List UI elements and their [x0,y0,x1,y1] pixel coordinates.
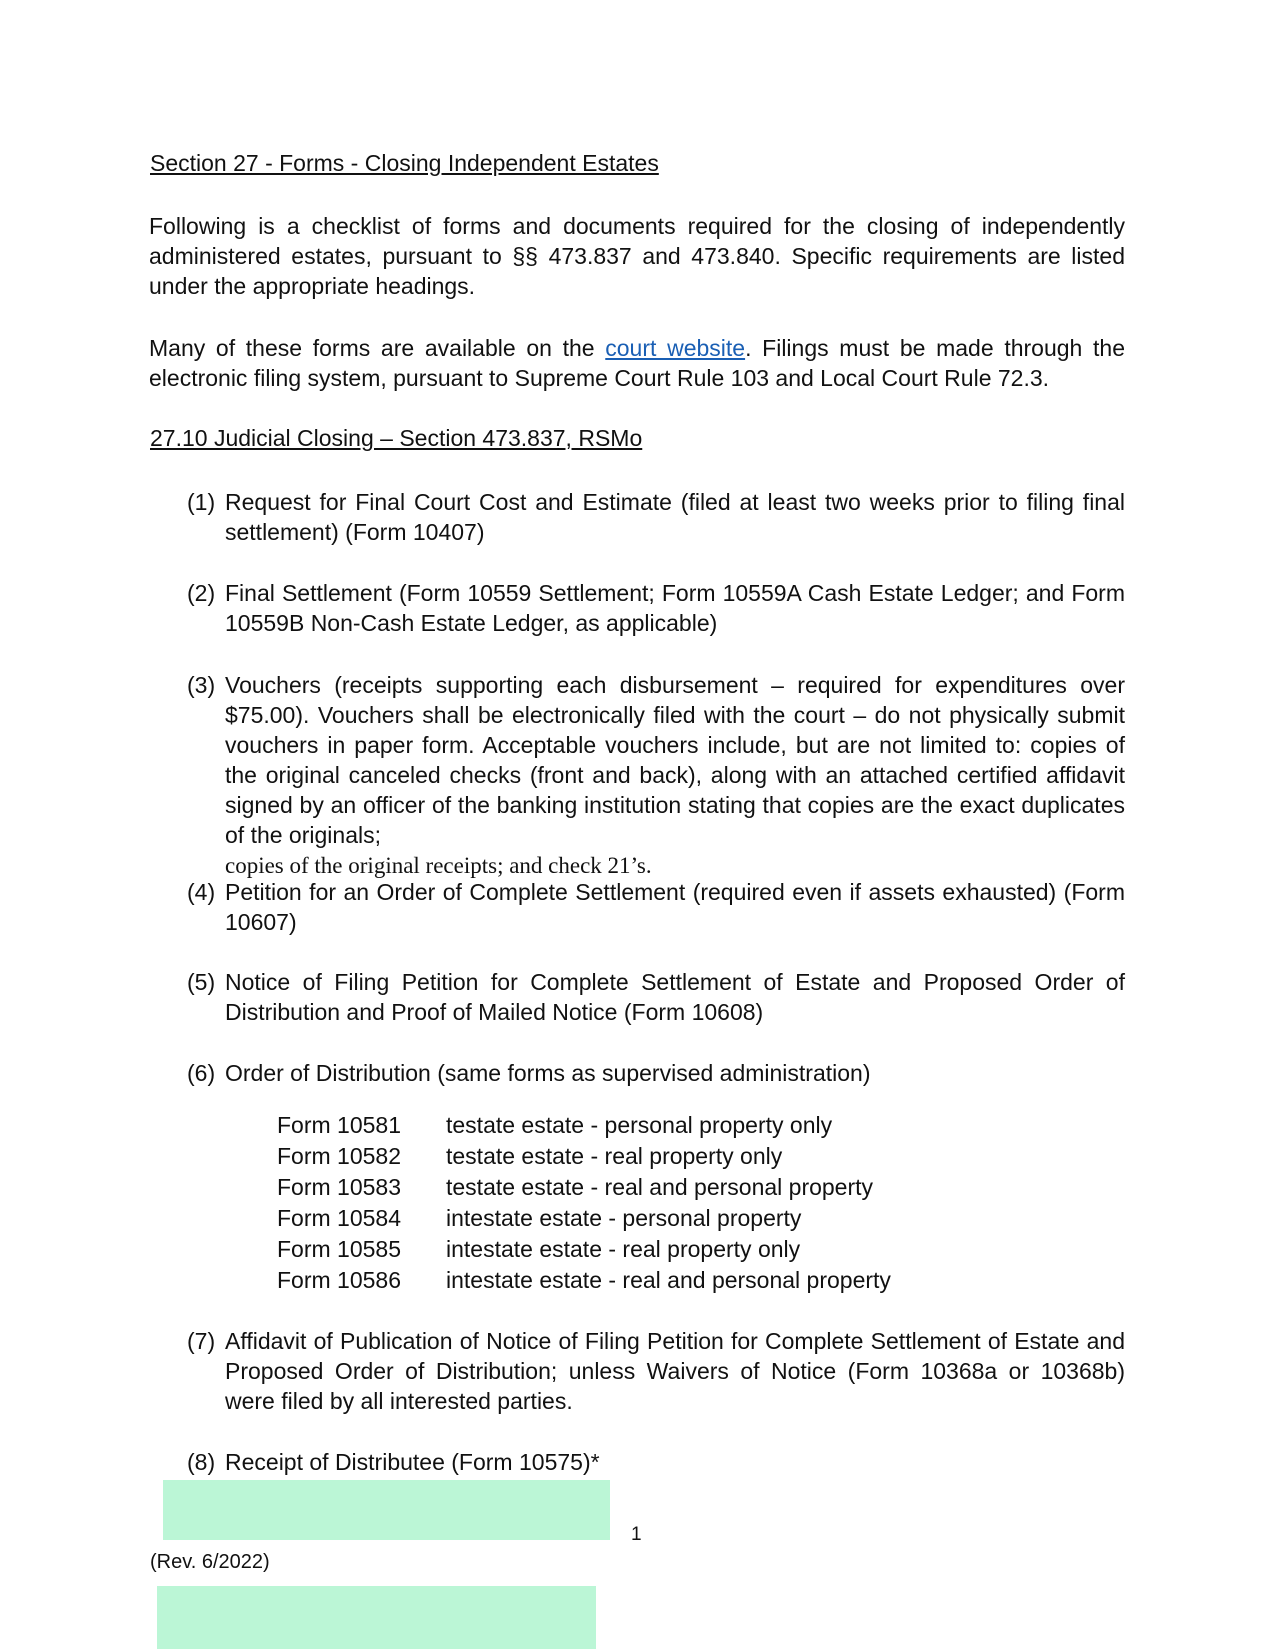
list-item-text: Affidavit of Publication of Notice of Filing Petition for Complete Settlement of Estate and Proposed Order of Distribution; unless Waivers of Notice (Form 10368a or 10368b) were filed by all interested parties. [225,1328,1125,1414]
form-description: testate estate - real and personal property [446,1174,874,1200]
table-row [277,1265,891,1296]
highlight-block [157,1586,596,1649]
list-item-number: (7) [187,1328,216,1354]
table-row [277,1172,891,1203]
list-item [187,578,1125,638]
list-item-number: (1) [187,489,216,515]
section-heading: Section 27 - Forms - Closing Independent Estates [150,150,659,176]
form-number: Form 10584 [277,1205,402,1231]
forms-table [277,1110,891,1296]
form-description: intestate estate - personal property [446,1205,802,1231]
form-number: Form 10585 [277,1236,402,1262]
list-item-number: (4) [187,879,216,905]
court-website-link[interactable]: court website [605,335,746,361]
list-item-text: Final Settlement (Form 10559 Settlement; Form 10559A Cash Estate Ledger; and Form 10559B Non-Cash Estate Ledger, as applicable) [225,580,1125,636]
list-item-text: Request for Final Court Cost and Estimate (filed at least two weeks prior to filing final settlement) (Form 10407) [225,489,1125,545]
list-item-number: (2) [187,580,216,606]
list-item [187,967,1125,1027]
table-row [277,1141,891,1172]
list-item-number: (6) [187,1060,216,1086]
list-item-number: (5) [187,969,216,995]
list-item-text-serif: copies of the original receipts; and check 21’s. [225,853,652,878]
list-item [187,1326,1125,1416]
form-number: Form 10586 [277,1267,402,1293]
table-row [277,1203,891,1234]
list-item-text: Receipt of Distributee (Form 10575)* [225,1449,600,1475]
intro-paragraph-2-start: Many of these forms are available on the [149,335,606,361]
form-description: intestate estate - real and personal property [446,1267,891,1293]
list-item [187,877,1125,937]
list-item-text [225,670,1125,881]
table-row [277,1110,891,1141]
list-item-number: (3) [187,672,216,698]
list-item [187,670,1125,881]
list-item-text-main: Vouchers (receipts supporting each disbursement – required for expenditures over $75.00). Vouchers shall be electronically filed with the court – do not physically submit vouchers in paper form. Acceptable vouchers include, but are not limited to: copies of the original canceled checks (front and back), along with an attached certified affidavit signed by an officer of the banking institution stating that copies are the exact duplicates of the originals; [225,672,1125,848]
intro-paragraph-2 [149,333,1125,393]
highlight-block [163,1480,610,1540]
list-item-text: Order of Distribution (same forms as supervised administration) [225,1060,871,1086]
list-item-text: Petition for an Order of Complete Settlement (required even if assets exhausted) (Form 10607) [225,879,1125,935]
list-item [187,487,1125,547]
intro-paragraph-1: Following is a checklist of forms and documents required for the closing of independently administered estates, pursuant to §§ 473.837 and 473.840. Specific requirements are listed under the appropriate headings. [149,213,1125,299]
form-number: Form 10581 [277,1112,402,1138]
subsection-heading: 27.10 Judicial Closing – Section 473.837, RSMo [150,425,643,451]
form-description: testate estate - real property only [446,1143,783,1169]
form-description: testate estate - personal property only [446,1112,833,1138]
form-number: Form 10582 [277,1143,402,1169]
page-number: 1 [631,1524,642,1545]
intro-paragraph-2-end: . Filings must be made through the electronic filing system, pursuant to Supreme Court Rule 103 and Local Court Rule 72.3. [149,335,1125,391]
table-row [277,1234,891,1265]
revision-date: (Rev. 6/2022) [150,1551,270,1573]
list-item-number: (8) [187,1449,216,1475]
list-item [187,1058,1125,1088]
form-description: intestate estate - real property only [446,1236,801,1262]
list-item-text: Notice of Filing Petition for Complete Settlement of Estate and Proposed Order of Distribution and Proof of Mailed Notice (Form 10608) [225,969,1125,1025]
form-number: Form 10583 [277,1174,402,1200]
list-item [187,1447,1125,1477]
